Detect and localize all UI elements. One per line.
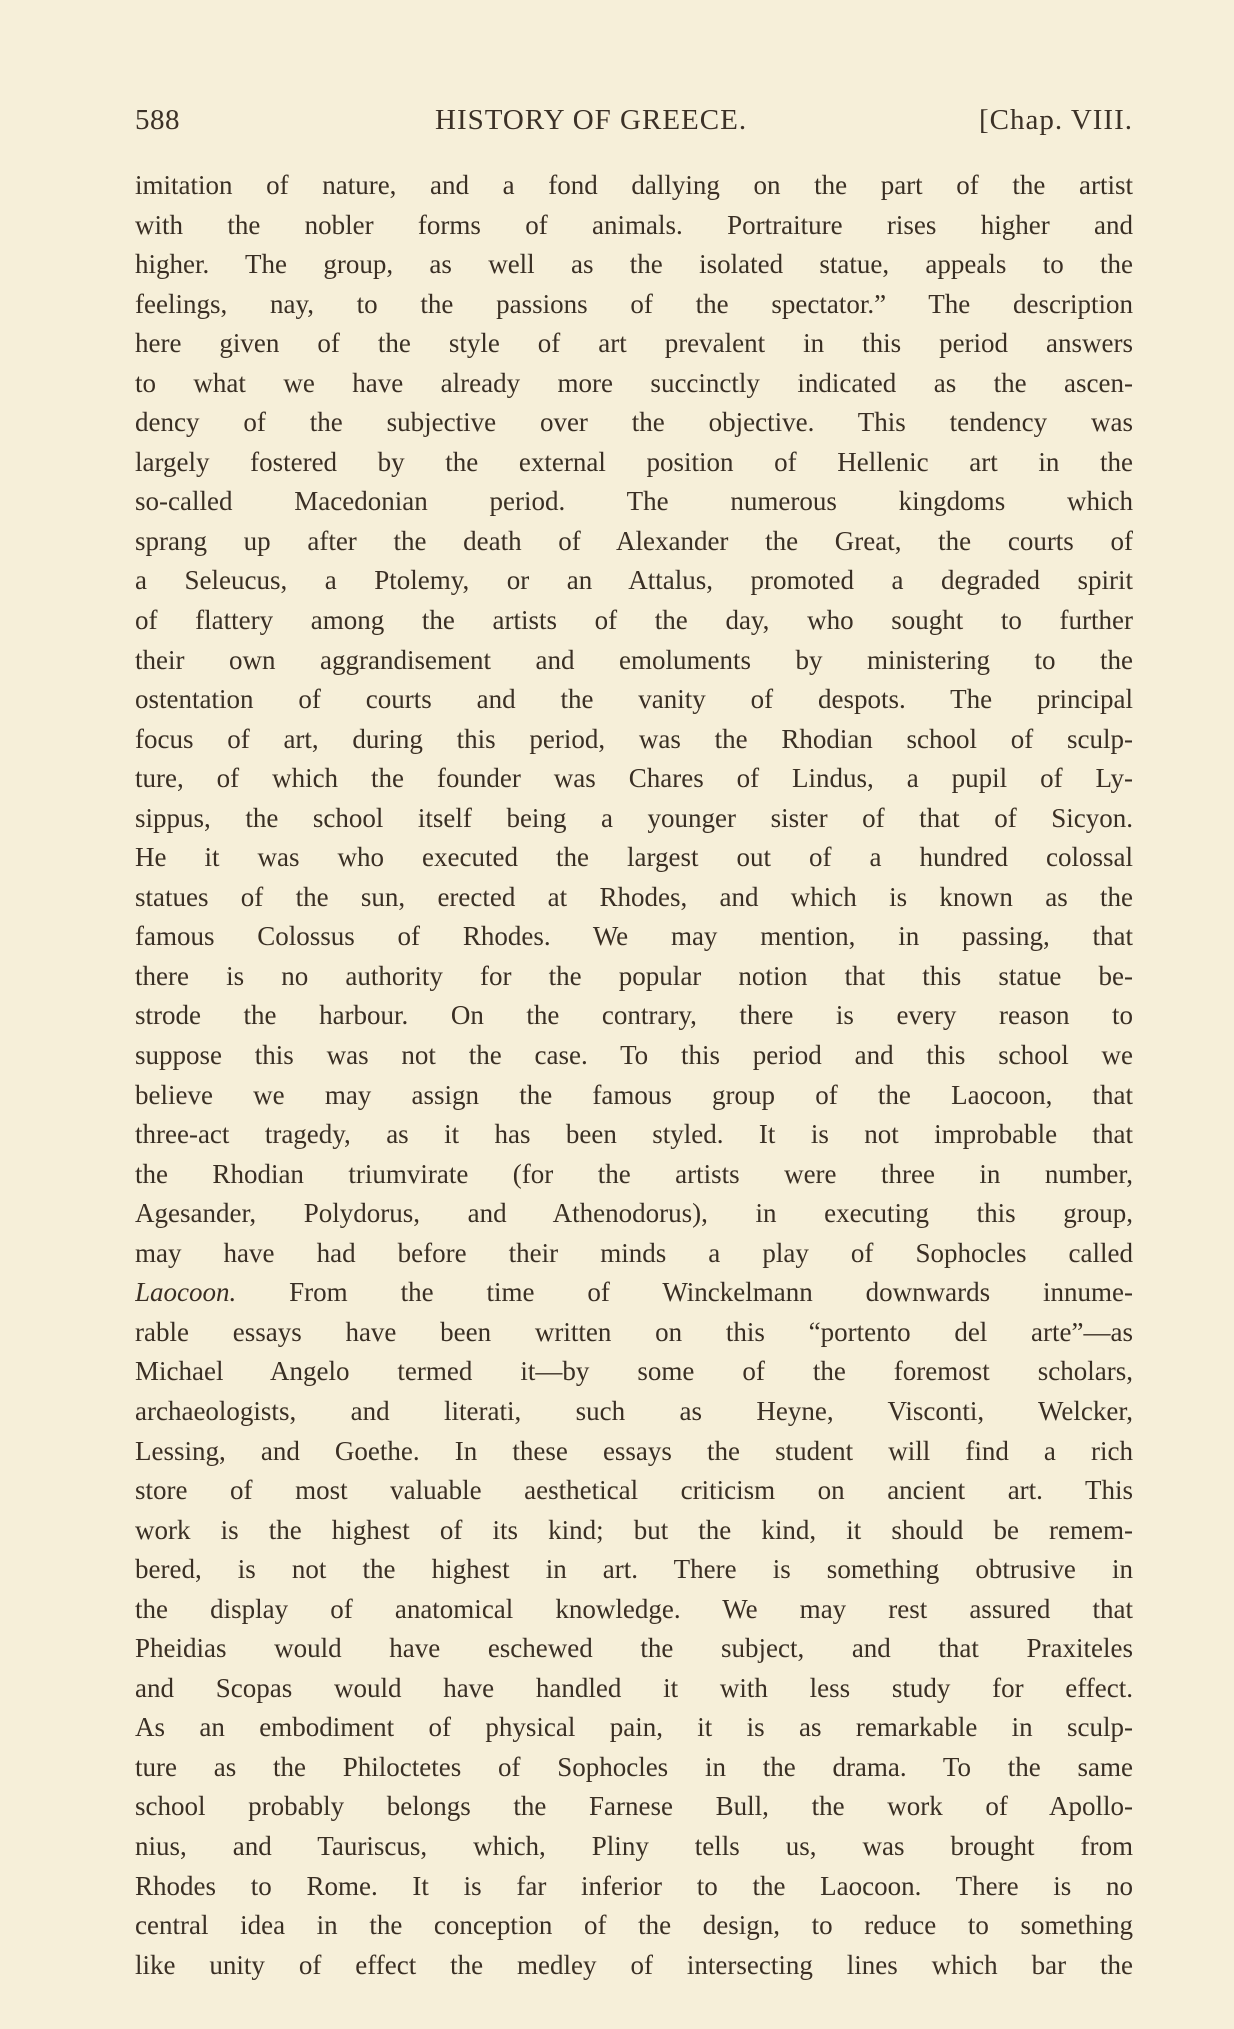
text-line: archaeologists, and literati, such as Heyne, Visconti, Welcker,	[135, 1395, 1133, 1426]
text-line: statues of the sun, erected at Rhodes, and which is known as the	[135, 881, 1133, 912]
text-line: of flattery among the artists of the day, who sought to further	[135, 605, 1133, 636]
text-line: the display of anatomical knowledge. We may rest assured that	[135, 1593, 1133, 1624]
text-line: Agesander, Polydorus, and Athenodorus), in executing this group,	[135, 1198, 1133, 1229]
text-line: As an embodiment of physical pain, it is as remarkable in sculp-	[135, 1712, 1133, 1743]
text-line: school probably belongs the Farnese Bull, the work of Apollo-	[135, 1791, 1133, 1822]
text-line: believe we may assign the famous group of the Laocoon, that	[135, 1079, 1133, 1110]
text-line: there is no authority for the popular notion that this statue be-	[135, 960, 1133, 991]
text-line: largely fostered by the external position of Hellenic art in the	[135, 446, 1133, 477]
running-head	[135, 98, 1133, 142]
text-line: sprang up after the death of Alexander the Great, the courts of	[135, 525, 1133, 556]
text-line: Rhodes to Rome. It is far inferior to the Laocoon. There is no	[135, 1870, 1133, 1901]
chapter-reference: [Chap. VIII.	[978, 104, 1133, 136]
text-line: rable essays have been written on this “portento del arte”—as	[135, 1316, 1133, 1347]
italic-title: Laocoon.	[135, 1277, 237, 1308]
text-line: feelings, nay, to the passions of the spectator.” The description	[135, 288, 1133, 319]
text-line: a Seleucus, a Ptolemy, or an Attalus, promoted a degraded spirit	[135, 565, 1133, 596]
text-line: so-called Macedonian period. The numerous kingdoms which	[135, 486, 1133, 517]
text-line: ture as the Philoctetes of Sophocles in the drama. To the same	[135, 1751, 1133, 1782]
body-text	[135, 166, 1133, 1985]
text-line: sippus, the school itself being a younger sister of that of Sicyon.	[135, 802, 1133, 833]
text-line: and Scopas would have handled it with less study for effect.	[135, 1672, 1133, 1703]
text-line: focus of art, during this period, was the Rhodian school of sculp-	[135, 723, 1133, 754]
text-line: famous Colossus of Rhodes. We may mention, in passing, that	[135, 921, 1133, 952]
text-line: to what we have already more succinctly indicated as the ascen-	[135, 367, 1133, 398]
italic-line-rest: From the time of Winckelmann downwards innume-	[236, 1277, 1133, 1308]
text-line: their own aggrandisement and emoluments by ministering to the	[135, 644, 1133, 675]
text-line: bered, is not the highest in art. There is something obtrusive in	[135, 1554, 1133, 1585]
text-line: suppose this was not the case. To this period and this school we	[135, 1040, 1133, 1071]
text-line: like unity of effect the medley of intersecting lines which bar the	[135, 1949, 1133, 1980]
page-number: 588	[135, 104, 180, 136]
text-line: imitation of nature, and a fond dallying on the part of the artist	[135, 170, 1133, 200]
text-line-italic-title	[135, 1273, 1133, 1313]
text-line: work is the highest of its kind; but the kind, it should be remem-	[135, 1514, 1133, 1545]
text-line: higher. The group, as well as the isolated statue, appeals to the	[135, 249, 1133, 280]
text-line: He it was who executed the largest out of a hundred colossal	[135, 842, 1133, 873]
text-line: may have had before their minds a play of Sophocles called	[135, 1237, 1133, 1268]
text-line: store of most valuable aesthetical criticism on ancient art. This	[135, 1475, 1133, 1506]
book-title: HISTORY OF GREECE.	[435, 104, 748, 136]
text-line: the Rhodian triumvirate (for the artists were three in number,	[135, 1158, 1133, 1189]
text-line: three-act tragedy, as it has been styled. It is not improbable that	[135, 1119, 1133, 1150]
text-line: dency of the subjective over the objective. This tendency was	[135, 407, 1133, 438]
text-line: central idea in the conception of the design, to reduce to something	[135, 1910, 1133, 1941]
text-line: strode the harbour. On the contrary, there is every reason to	[135, 1000, 1133, 1031]
text-line: ture, of which the founder was Chares of Lindus, a pupil of Ly-	[135, 763, 1133, 794]
text-line: nius, and Tauriscus, which, Pliny tells us, was brought from	[135, 1830, 1133, 1861]
text-line: Michael Angelo termed it—by some of the foremost scholars,	[135, 1356, 1133, 1387]
text-line: Pheidias would have eschewed the subject, and that Praxiteles	[135, 1633, 1133, 1664]
text-line: with the nobler forms of animals. Portraiture rises higher and	[135, 209, 1133, 240]
text-line: Lessing, and Goethe. In these essays the student will find a rich	[135, 1435, 1133, 1466]
text-line: ostentation of courts and the vanity of despots. The principal	[135, 684, 1133, 715]
text-line: here given of the style of art prevalent in this period answers	[135, 328, 1133, 359]
